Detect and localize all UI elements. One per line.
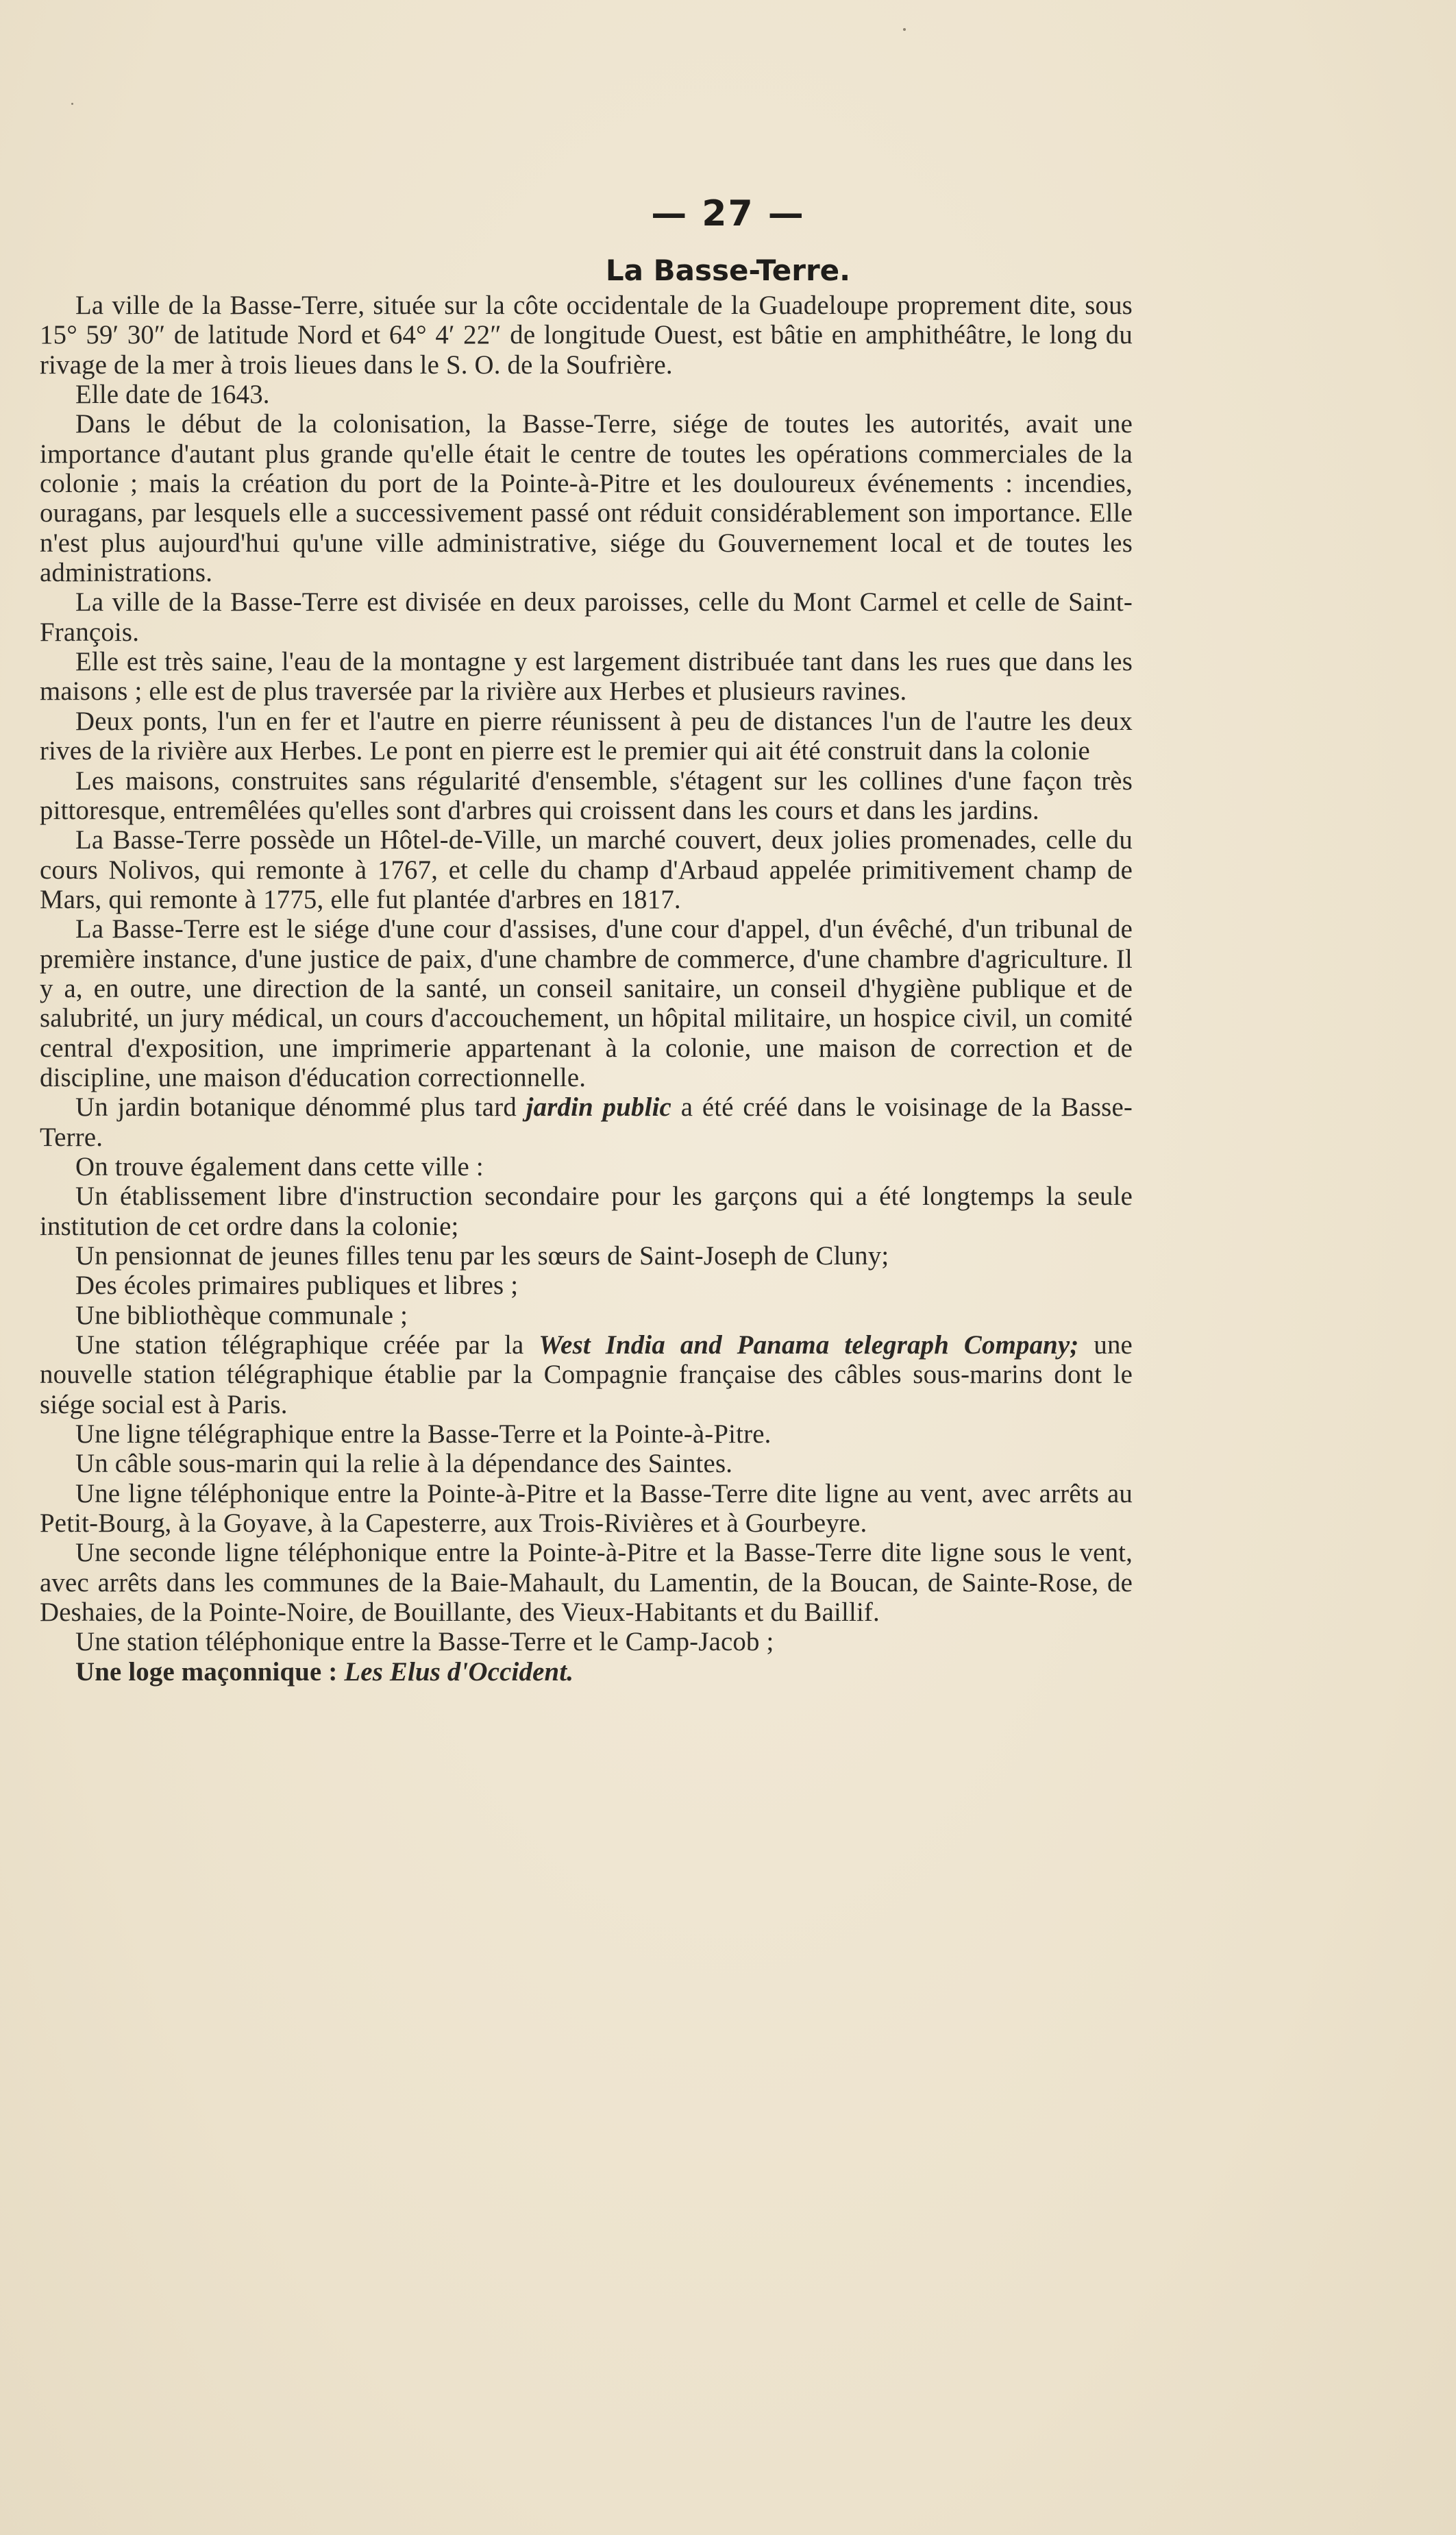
paragraph-garden — [40, 1092, 1133, 1152]
paragraph: La ville de la Basse-Terre est divisée en deux paroisses, celle du Mont Carmel et celle de Saint-François. — [40, 587, 1133, 647]
italic-run: jardin public — [526, 1092, 671, 1123]
ink-speck — [71, 103, 73, 105]
list-item: Une ligne téléphonique entre la Pointe-à-Pitre et la Basse-Terre dite ligne au vent, avec arrêts au Petit-Bourg, à la Goyave, à la Capesterre, aux Trois-Rivières et à Gourbeyre. — [40, 1478, 1133, 1539]
list-intro: On trouve également dans cette ville : — [75, 1151, 484, 1181]
list-item: Une station téléphonique entre la Basse-Terre et le Camp-Jacob ; — [75, 1627, 774, 1657]
page-number: — 27 — — [651, 193, 805, 234]
paragraph: La Basse-Terre possède un Hôtel-de-Ville, un marché couvert, deux jolies promenades, celle du cours Nolivos, qui remonte à 1767, et celle du champ d'Arbaud appelée primitivement champ de Mars, qui remonte à 1775, elle fut plantée d'arbres en 1817. — [40, 825, 1133, 914]
list-item: Une bibliothèque communale ; — [75, 1300, 408, 1330]
list-item: Une ligne télégraphique entre la Basse-Terre et la Pointe-à-Pitre. — [75, 1419, 772, 1449]
list-item: Des écoles primaires publiques et libres ; — [75, 1271, 519, 1301]
paragraph: Les maisons, construites sans régularité d'ensemble, s'étagent sur les collines d'une façon très pittoresque, entremêlées qu'elles sont d'arbres qui croissent dans les cours et dans les jardins. — [40, 766, 1133, 825]
list-item: Un établissement libre d'instruction secondaire pour les garçons qui a été longtemps la seule institution de cet ordre dans la colonie; — [40, 1181, 1133, 1241]
list-item-lodge — [40, 1657, 1133, 1687]
text-run: Une loge maçonnique : — [75, 1656, 345, 1687]
list-item-telegraph — [40, 1330, 1133, 1419]
text-run: une nouvelle station télégraphique établie par la Compagnie française des câbles sous-marins dont le siége social est à Paris. — [40, 1330, 1133, 1419]
body-text — [40, 291, 1133, 1687]
text-run: a été créé dans le voisinage de la Basse-Terre. — [40, 1092, 1133, 1152]
ink-speck — [903, 28, 906, 31]
paragraph: Deux ponts, l'un en fer et l'autre en pierre réunissent à peu de distances l'un de l'autre les deux rives de la rivière aux Herbes. Le pont en pierre est le premier qui ait été construit dans la colonie — [40, 706, 1133, 766]
italic-run: Les Elus d'Occident. — [344, 1656, 574, 1687]
paragraph: Elle est très saine, l'eau de la montagne y est largement distribuée tant dans les rues que dans les maisons ; elle est de plus traversée par la rivière aux Herbes et plusieurs ravines. — [40, 647, 1133, 707]
text-run: Une station télégraphique créée par la — [75, 1330, 539, 1360]
list-item: Une seconde ligne téléphonique entre la Pointe-à-Pitre et la Basse-Terre dite ligne sous le vent, avec arrêts dans les communes de la Baie-Mahault, du Lamentin, de la Boucan, de Sainte-Rose, de Deshaies, de la Pointe-Noire, de Bouillante, des Vieux-Habitants et du Baillif. — [40, 1538, 1133, 1628]
paragraph: La Basse-Terre est le siége d'une cour d'assises, d'une cour d'appel, d'un évêché, d'un tribunal de première instance, d'une justice de paix, d'une chambre de commerce, d'une chambre d'agriculture. Il y a, en outre, une direction de la santé, un conseil sanitaire, un conseil d'hygiène publique et de salubrité, un jury médical, un cours d'accouchement, un hôpital militaire, un hospice civil, un comité central d'exposition, une imprimerie appartenant à la colonie, une maison de correction et de discipline, une maison d'éducation correctionnelle. — [40, 914, 1133, 1092]
paragraph: Dans le début de la colonisation, la Basse-Terre, siége de toutes les autorités, avait une importance d'autant plus grande qu'elle était le centre de toutes les opérations commerciales de la colonie ; mais la création du port de la Pointe-à-Pitre et les douloureux événements : incendies, ouragans, par lesquels elle a successivement passé ont réduit considérablement son importance. Elle n'est plus aujourd'hui qu'une ville administrative, siége du Gouvernement local et de toutes les administrations. — [40, 409, 1133, 588]
list-item: Un câble sous-marin qui la relie à la dépendance des Saintes. — [75, 1449, 733, 1479]
page-title: La Basse-Terre. — [605, 254, 851, 287]
paragraph: Elle date de 1643. — [75, 380, 270, 410]
italic-run: West India and Panama telegraph Company; — [539, 1330, 1079, 1360]
text-run: Un jardin botanique dénommé plus tard — [75, 1092, 526, 1123]
list-item: Un pensionnat de jeunes filles tenu par les sœurs de Saint-Joseph de Cluny; — [75, 1241, 889, 1271]
paragraph: La ville de la Basse-Terre, située sur la côte occidentale de la Guadeloupe proprement dite, sous 15° 59′ 30″ de latitude Nord et 64° 4′ 22″ de longitude Ouest, est bâtie en amphithéâtre, le long du rivage de la mer à trois lieues dans le S. O. de la Soufrière. — [40, 291, 1133, 380]
